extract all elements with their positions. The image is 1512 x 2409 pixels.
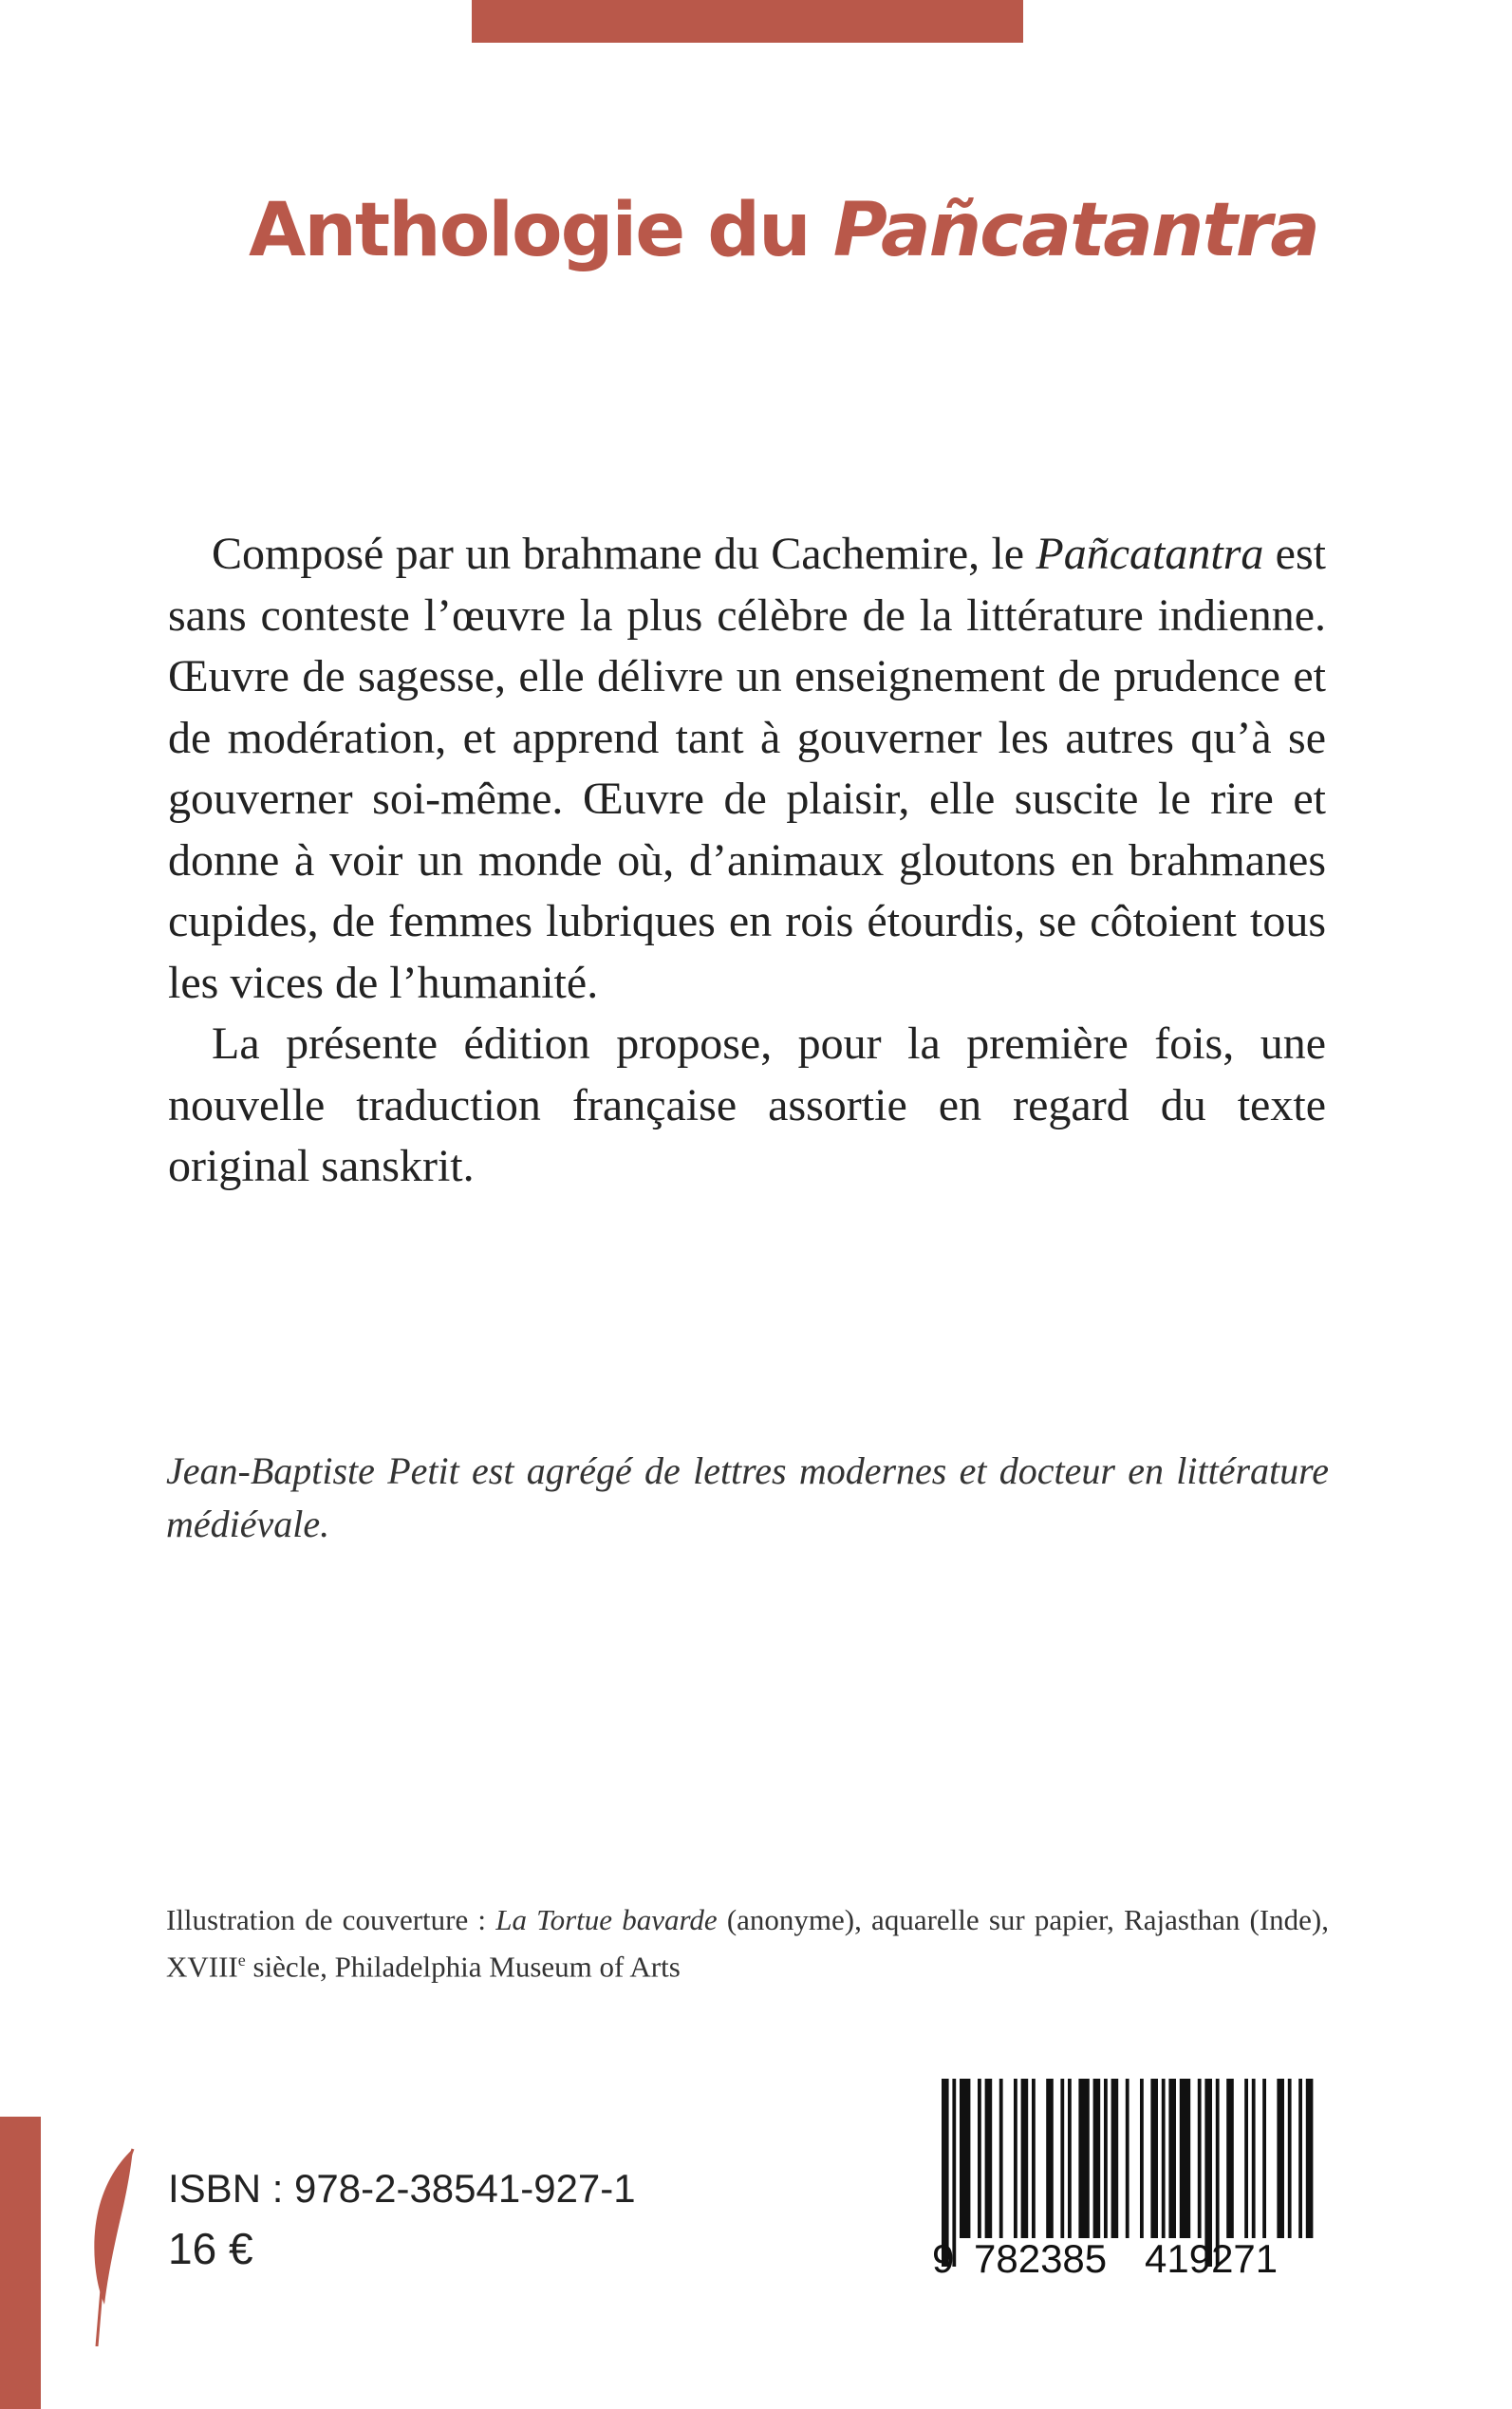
price-text: 16 € — [168, 2224, 253, 2273]
isbn-text: ISBN : 978-2-38541-927-1 — [168, 2166, 636, 2211]
cover-credit — [166, 1900, 1329, 1987]
blurb-p1-italic: Pañcatantra — [1036, 529, 1264, 579]
back-cover-blurb — [168, 524, 1326, 1198]
credit-suffix: siècle, Philadelphia Museum of Arts — [245, 1950, 681, 1984]
credit-superscript: e — [237, 1951, 246, 1970]
credit-prefix: Illustration de couverture : — [166, 1903, 496, 1936]
top-color-bar — [472, 0, 1023, 43]
blurb-paragraph-1 — [168, 524, 1326, 1014]
title-main: Anthologie du — [249, 188, 833, 273]
feather-icon — [76, 2147, 137, 2346]
book-title — [249, 188, 1318, 273]
credit-work: La Tortue bavarde — [495, 1903, 718, 1936]
credit-middle: (anonyme), aquarelle sur papier, Rajasthan (Inde), XVIII — [166, 1903, 1329, 1984]
barcode-right-digits: 419271 — [1145, 2236, 1279, 2281]
title-italic: Pañcatantra — [832, 188, 1318, 273]
blurb-p1-rest: est sans conteste l’œuvre la plus célèbre de la littérature indienne. Œuvre de sagesse, elle délivre un enseignement de prudence et de modération, et apprend tant à gouverner les autres qu’à se gouverner soi-même. Œuvre de plaisir, elle suscite le rire et donne à voir un monde où, d’animaux gloutons en brahmanes cupides, de femmes lubriques en rois étourdis, se côtoient tous les vices de l’humanité. — [168, 529, 1326, 1008]
barcode-left-digits: 782385 — [974, 2236, 1108, 2281]
barcode-first-digit: 9 — [932, 2236, 955, 2281]
author-note: Jean-Baptiste Petit est agrégé de lettres modernes et docteur en littérature médiévale. — [166, 1449, 1329, 1545]
blurb-paragraph-2: La présente édition propose, pour la première fois, une nouvelle traduction française assortie en regard du texte original sanskrit. — [168, 1018, 1326, 1191]
barcode-digits — [928, 2236, 1327, 2284]
blurb-p1-start: Composé par un brahmane du Cachemire, le — [212, 529, 1036, 579]
side-color-bar — [0, 2117, 41, 2409]
